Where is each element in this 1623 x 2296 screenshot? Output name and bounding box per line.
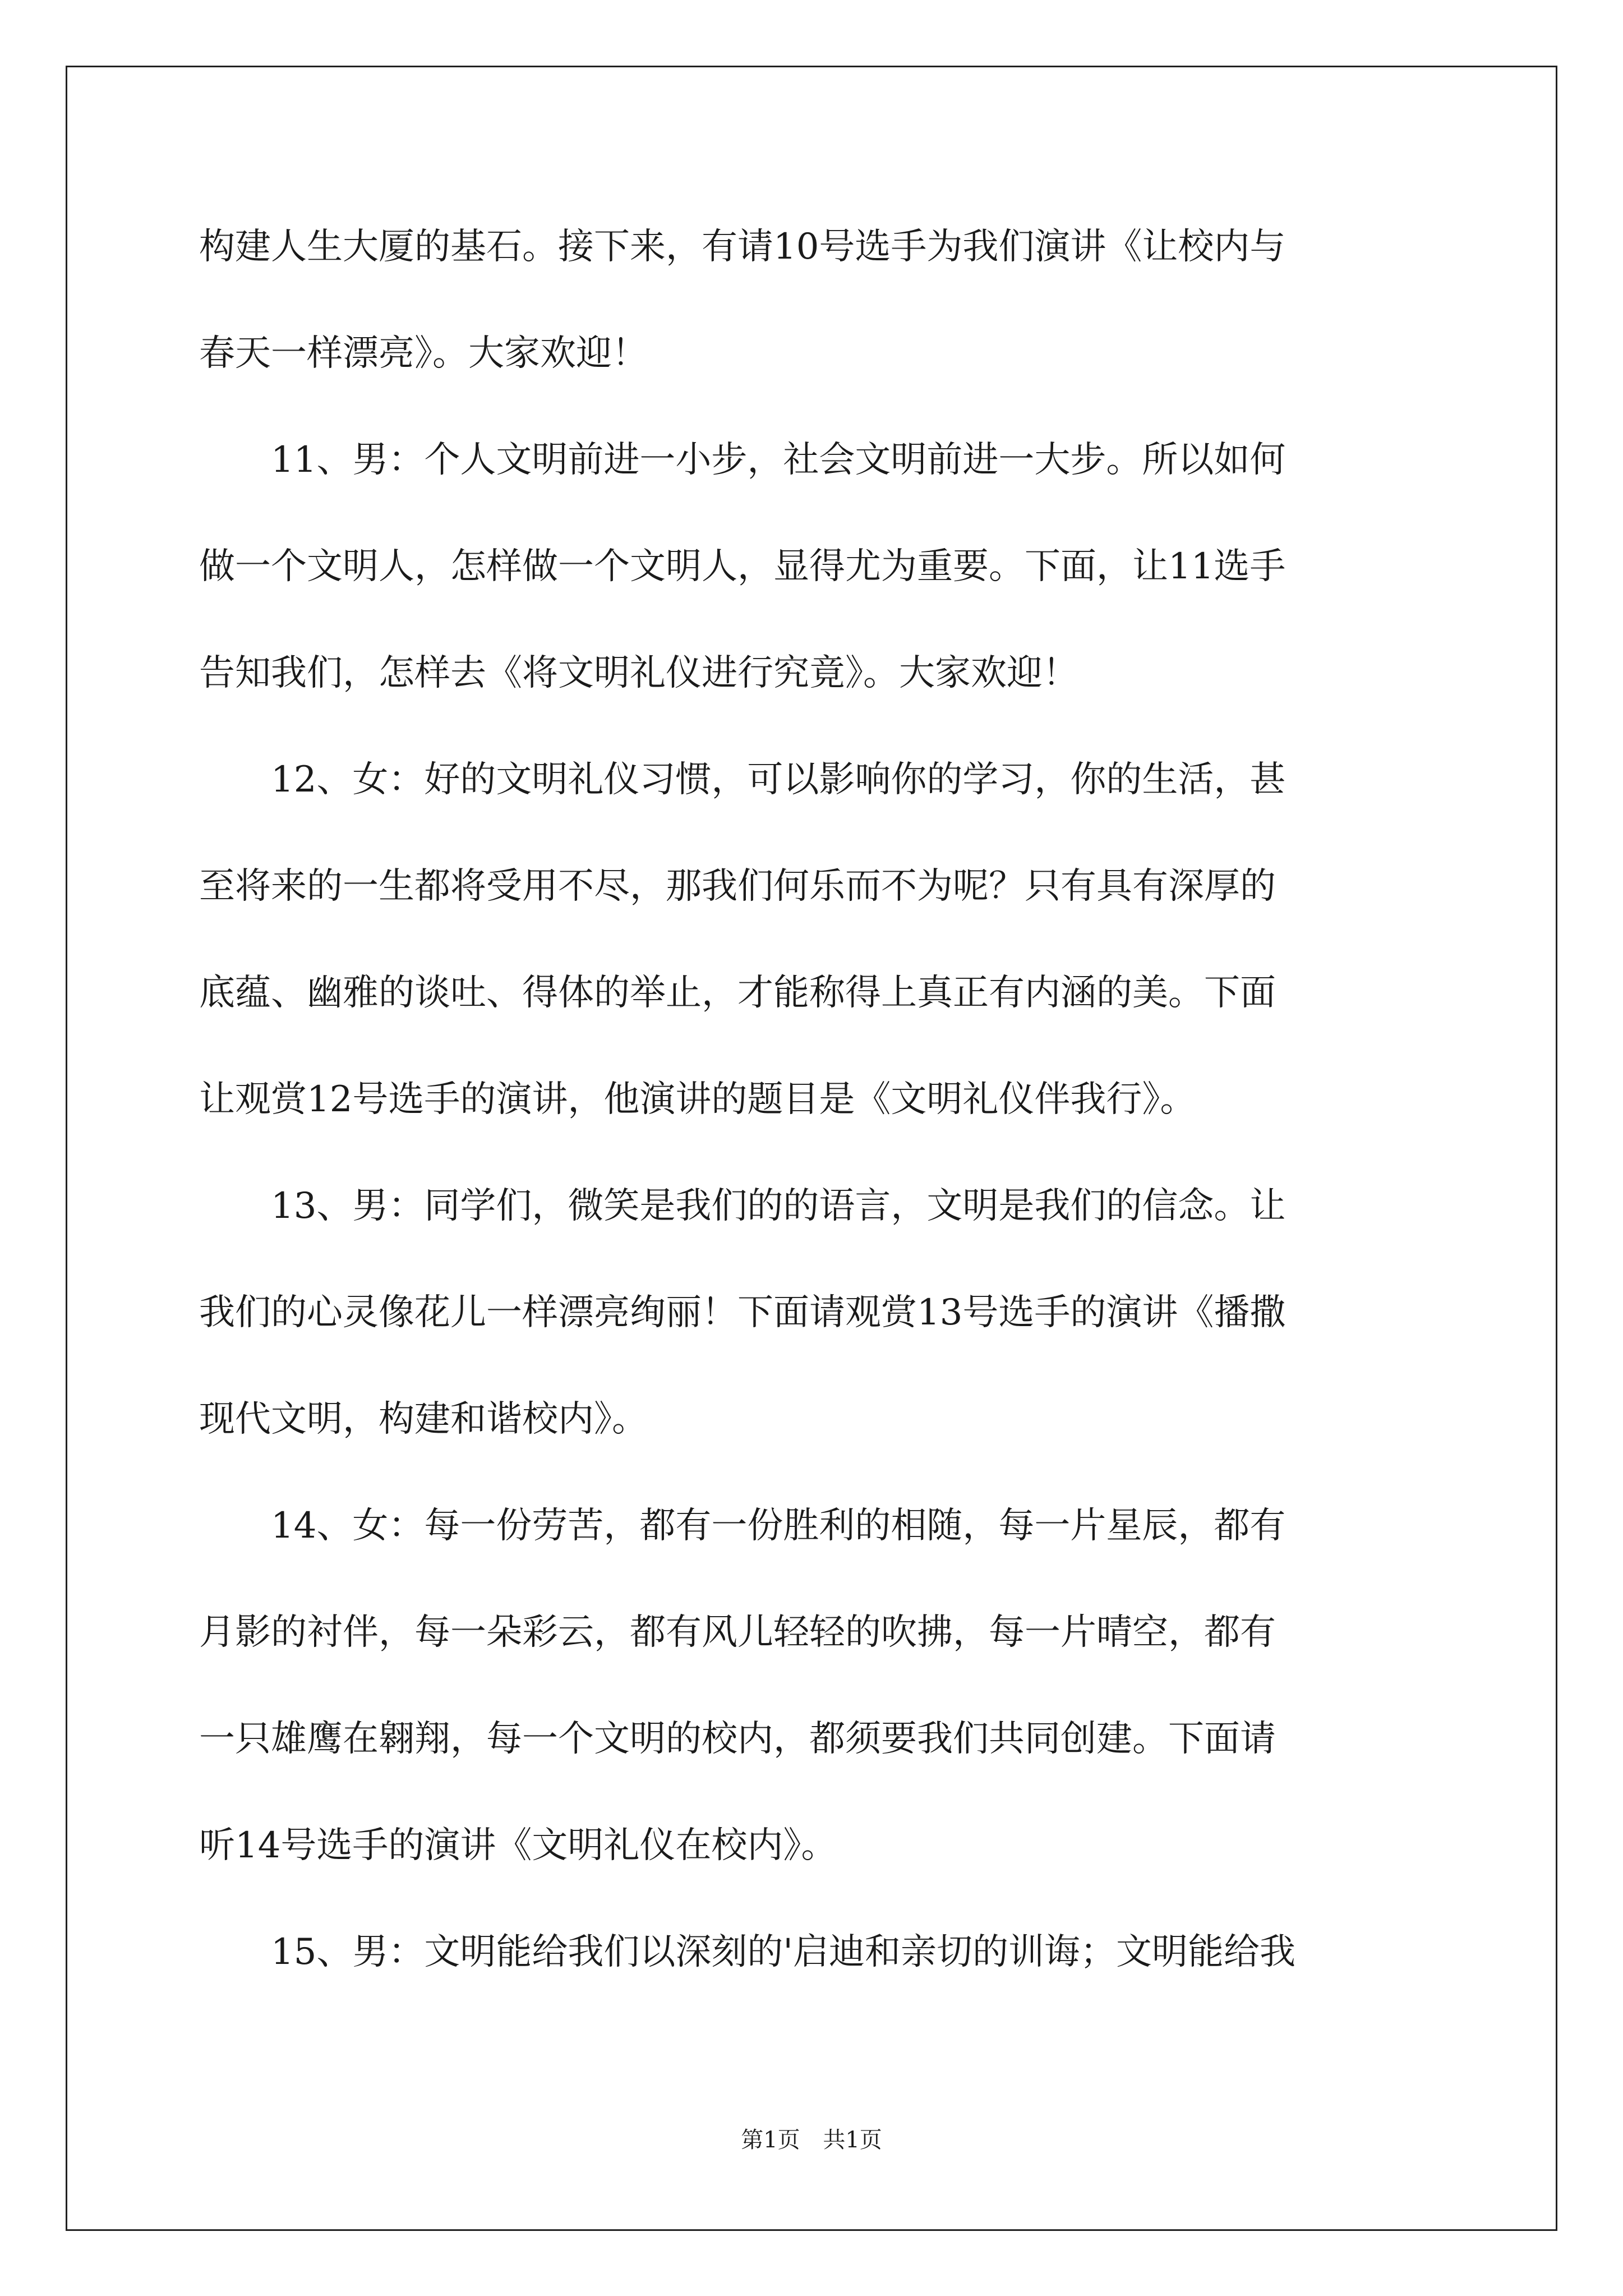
text-line: 一只雄鹰在翱翔，每一个文明的校内，都须要我们共同创建。下面请: [199, 1718, 1276, 1760]
text-line: 月影的衬伴，每一朵彩云，都有风儿轻轻的吹拂，每一片晴空，都有: [199, 1612, 1276, 1653]
paragraph-start-line: 11、男：个人文明前进一小步，社会文明前进一大步。所以如何: [271, 439, 1286, 481]
document-body: [199, 213, 1433, 2025]
text-line: 让观赏12号选手的演讲，他演讲的题目是《文明礼仪伴我行》。: [199, 1079, 1196, 1120]
text-line: 春天一样漂亮》。大家欢迎！: [199, 333, 648, 374]
text-line: 至将来的一生都将受用不尽，那我们何乐而不为呢？只有具有深厚的: [199, 866, 1276, 907]
page-total: 共1页: [823, 2127, 882, 2153]
text-line: 底蕴、幽雅的谈吐、得体的举止，才能称得上真正有内涵的美。下面: [199, 972, 1276, 1014]
text-line: 告知我们，怎样去《将文明礼仪进行究竟》。大家欢迎！: [199, 652, 1078, 694]
text-line: 听14号选手的演讲《文明礼仪在校内》。: [199, 1825, 837, 1866]
text-line: 现代文明，构建和谐校内》。: [199, 1398, 648, 1440]
paragraph-start-line: 15、男：文明能给我们以深刻的'启迪和亲切的训诲；文明能给我: [271, 1931, 1296, 1973]
page-footer: [0, 2126, 1623, 2154]
paragraph-start-line: 12、女：好的文明礼仪习惯，可以影响你的学习，你的生活，甚: [271, 759, 1286, 800]
paragraph-start-line: 13、男：同学们，微笑是我们的的语言，文明是我们的信念。让: [271, 1185, 1286, 1227]
text-line: 做一个文明人，怎样做一个文明人，显得尤为重要。下面，让11选手: [199, 546, 1286, 587]
page-number: 第1页: [741, 2127, 800, 2153]
paragraph-start-line: 14、女：每一份劳苦，都有一份胜利的相随，每一片星辰，都有: [271, 1505, 1286, 1547]
text-line: 我们的心灵像花儿一样漂亮绚丽！下面请观赏13号选手的演讲《播撒: [199, 1292, 1286, 1333]
text-line: 构建人生大厦的基石。接下来，有请10号选手为我们演讲《让校内与: [199, 226, 1286, 268]
